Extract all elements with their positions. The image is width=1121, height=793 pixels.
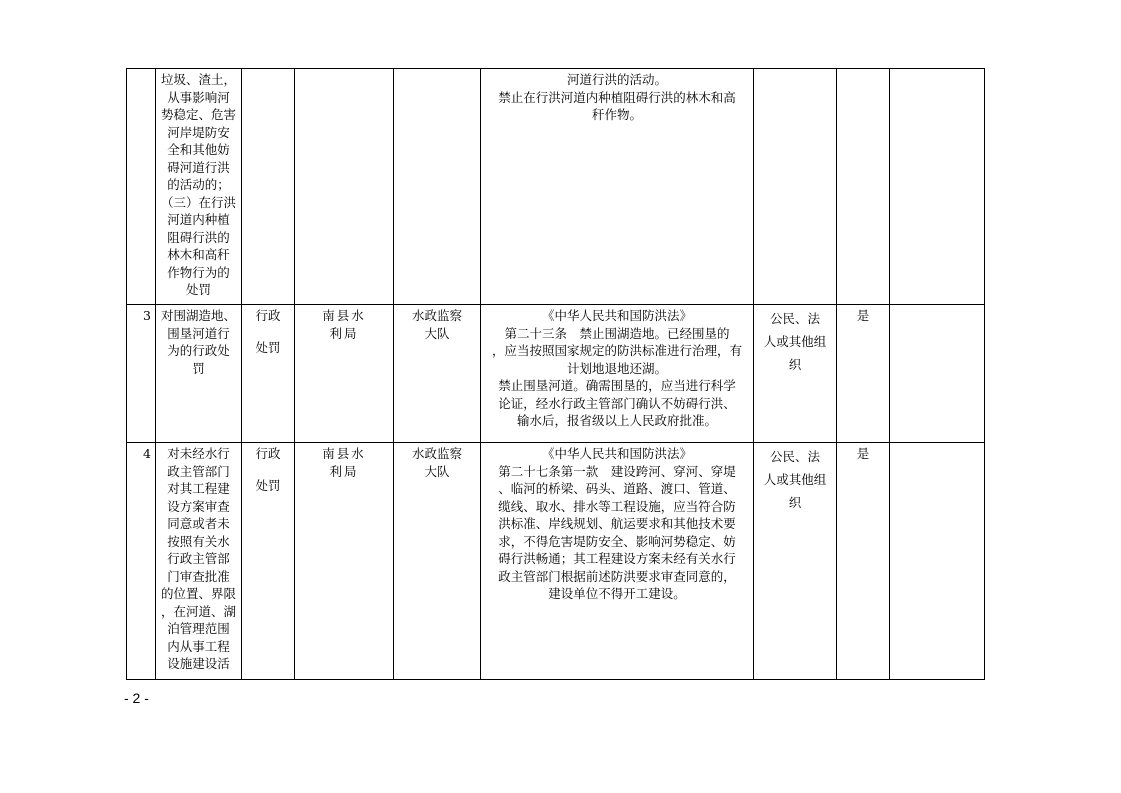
row-number: 4 — [127, 443, 156, 680]
legal-basis-line: 禁止围垦河道。确需围垦的，应当进行科学 — [498, 378, 736, 393]
item-kind — [242, 69, 295, 305]
legal-basis — [481, 443, 754, 680]
legal-basis-line: 碍行洪畅通；其工程建设方案未经有关水行 — [498, 551, 736, 566]
legal-basis-line: 缆线、取水、排水等工程设施，应当符合防 — [498, 498, 736, 514]
item-subject-line: 作物行为的 — [167, 264, 230, 280]
item-kind — [242, 443, 295, 680]
item-subject-line: 势稳定、危害 — [160, 107, 236, 122]
target-party-line: 公民、法 — [769, 311, 820, 326]
authority-line: 利局 — [329, 463, 359, 479]
legal-basis-line: 、临河的桥梁、码头、道路、渡口、管道、 — [498, 481, 736, 496]
item-subject-line: 河岸堤防安 — [167, 124, 230, 140]
item-subject-line: 处罚 — [185, 282, 211, 297]
legal-basis-line: 洪标准、岸线规划、航运要求和其他技术要 — [498, 516, 736, 531]
authority-line: 利局 — [329, 325, 359, 341]
item-subject-line: 垃圾、渣土， — [160, 72, 236, 87]
authority — [295, 305, 394, 443]
legal-basis-line: 求，不得危害堤防安全、影响河势稳定、妨 — [498, 533, 736, 549]
implementing-unit-line: 大队 — [424, 463, 450, 479]
remark-cell — [890, 305, 985, 443]
legal-basis-line: 论证，经水行政主管部门确认不妨碍行洪、 — [498, 395, 736, 411]
item-subject-line: 内从事工程 — [167, 638, 230, 654]
legal-basis-line: 河道行洪的活动。 — [566, 72, 667, 87]
item-subject-line: 门审查批准 — [167, 568, 230, 584]
target-party — [754, 305, 837, 443]
legal-basis-line: 秆作物。 — [591, 107, 642, 122]
item-subject — [156, 305, 242, 443]
item-subject-line: 阻碍行洪的 — [167, 229, 230, 245]
item-kind-line: 行政 — [255, 308, 281, 323]
item-subject-line: 的活动的； — [167, 177, 230, 192]
item-subject-line: 同意或者未 — [167, 516, 230, 531]
item-subject — [156, 443, 242, 680]
legal-basis-line: 禁止在行洪河道内种植阻碍行洪的林木和高 — [498, 89, 736, 105]
table-row — [127, 443, 985, 680]
implementing-unit-line: 水政监察 — [411, 308, 462, 323]
legal-basis-line: 政主管部门根据前述防洪要求审查同意的， — [498, 568, 736, 584]
authority-line: 南县水 — [322, 308, 366, 323]
legal-basis-line: 第二十七条第一款 建设跨河、穿河、穿堤 — [498, 463, 736, 479]
authority — [295, 443, 394, 680]
legal-basis-line: 《中华人民共和国防洪法》 — [541, 446, 692, 461]
item-kind-line: 处罚 — [255, 477, 281, 493]
legal-basis-line: 建设单位不得开工建设。 — [548, 586, 686, 601]
target-party-line: 人或其他组 — [763, 334, 827, 349]
item-subject-line: 的位置、界限 — [160, 586, 236, 601]
item-subject-line: 对围湖造地、 — [160, 308, 236, 323]
item-subject-line: 设施建设活 — [167, 656, 230, 671]
legal-basis — [481, 69, 754, 305]
target-party-line: 公民、法 — [769, 449, 820, 464]
authority-line: 南县水 — [322, 446, 366, 461]
item-subject-line: 围垦河道行 — [167, 325, 230, 341]
applicable-flag — [837, 69, 890, 305]
item-subject-line: 为的行政处 — [167, 343, 230, 358]
item-subject-line: 行政主管部 — [167, 551, 230, 566]
item-subject-line: 河道内种植 — [167, 212, 230, 227]
target-party-line: 人或其他组 — [763, 472, 827, 487]
applicable-flag: 是 — [837, 443, 890, 680]
legal-basis-line: ，应当按照国家规定的防洪标准进行治理，有 — [491, 343, 742, 358]
legal-basis-line: 输水后，报省级以上人民政府批准。 — [516, 413, 717, 428]
implementing-unit — [394, 443, 481, 680]
item-subject-line: 政主管部门 — [167, 463, 230, 479]
item-kind — [242, 305, 295, 443]
item-subject-line: 碍河道行洪 — [167, 159, 230, 175]
item-subject-line: （三）在行洪 — [160, 194, 236, 210]
legal-basis-line: 计划地退地还湖。 — [566, 360, 667, 376]
table-row — [127, 69, 985, 305]
item-subject-line: 对其工程建 — [167, 481, 230, 496]
item-subject-line: 全和其他妨 — [167, 142, 230, 157]
applicable-flag: 是 — [837, 305, 890, 443]
item-subject — [156, 69, 242, 305]
item-subject-line: ，在河道、湖 — [160, 603, 236, 619]
item-kind-line: 行政 — [255, 446, 281, 461]
penalty-table — [126, 68, 985, 680]
remark-cell — [890, 443, 985, 680]
item-subject-line: 对未经水行 — [167, 446, 230, 461]
item-subject-line: 设方案审查 — [167, 498, 230, 514]
authority — [295, 69, 394, 305]
target-party-line: 织 — [788, 495, 802, 510]
target-party-line: 织 — [788, 357, 802, 372]
implementing-unit-line: 大队 — [424, 325, 450, 341]
legal-basis-line: 第二十三条 禁止围湖造地。已经围垦的 — [504, 325, 730, 341]
legal-basis — [481, 305, 754, 443]
item-subject-line: 泊管理范围 — [167, 621, 230, 636]
target-party — [754, 443, 837, 680]
implementing-unit — [394, 305, 481, 443]
legal-basis-line: 《中华人民共和国防洪法》 — [541, 308, 692, 323]
page-number: - 2 - — [124, 690, 149, 706]
item-subject-line: 罚 — [192, 360, 205, 376]
implementing-unit — [394, 69, 481, 305]
row-number: 3 — [127, 305, 156, 443]
implementing-unit-line: 水政监察 — [411, 446, 462, 461]
item-subject-line: 按照有关水 — [167, 533, 230, 549]
row-number — [127, 69, 156, 305]
item-subject-line: 从事影响河 — [167, 89, 230, 105]
item-subject-line: 林木和高秆 — [167, 247, 230, 262]
target-party — [754, 69, 837, 305]
table-row — [127, 305, 985, 443]
remark-cell — [890, 69, 985, 305]
item-kind-line: 处罚 — [255, 339, 281, 355]
